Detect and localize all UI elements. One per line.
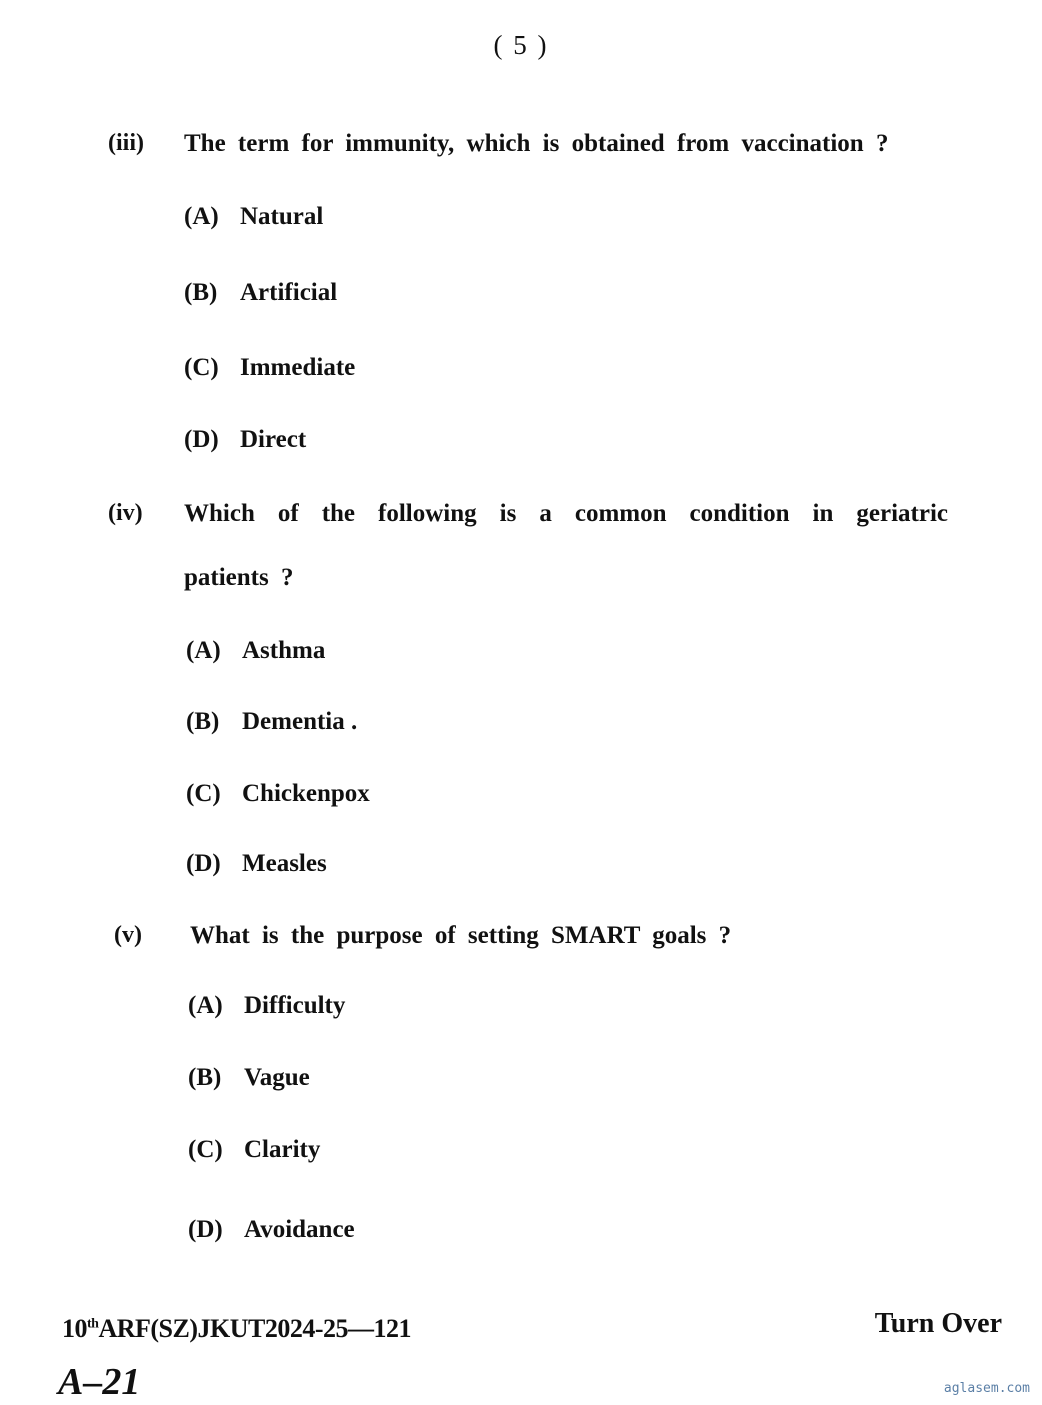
turn-over-note: Turn Over bbox=[874, 1308, 1002, 1339]
option-text: Chickenpox bbox=[242, 780, 370, 807]
question-text: Which of the following is a common condition in geriatric patients ? bbox=[184, 500, 948, 591]
option-c bbox=[184, 354, 355, 382]
option-text: Difficulty bbox=[244, 992, 346, 1019]
option-d bbox=[184, 426, 306, 454]
option-letter: (C) bbox=[186, 780, 221, 807]
option-b bbox=[188, 1064, 310, 1092]
option-text: Avoidance bbox=[244, 1216, 355, 1243]
question-number: (v) bbox=[114, 922, 142, 948]
watermark: aglasem.com bbox=[943, 1381, 1030, 1396]
question-number: (iv) bbox=[108, 500, 143, 526]
paper-code-rest: ARF(SZ)JKUT2024-25—121 bbox=[98, 1314, 412, 1343]
question-text: What is the purpose of setting SMART goals ? bbox=[190, 922, 732, 949]
option-letter: (A) bbox=[188, 992, 223, 1019]
option-d bbox=[188, 1216, 355, 1244]
option-c bbox=[186, 780, 370, 808]
option-letter: (B) bbox=[188, 1064, 222, 1091]
option-text: Direct bbox=[240, 426, 307, 453]
option-text: Vague bbox=[244, 1064, 310, 1091]
option-c bbox=[188, 1136, 320, 1164]
option-text: Measles bbox=[242, 850, 327, 877]
option-a bbox=[188, 992, 345, 1020]
option-text: Dementia . bbox=[242, 708, 358, 735]
option-letter: (D) bbox=[184, 426, 219, 453]
option-d bbox=[186, 850, 327, 878]
option-text: Artificial bbox=[240, 279, 338, 306]
option-text: Natural bbox=[240, 203, 324, 230]
paper-code bbox=[62, 1314, 411, 1344]
question-number: (iii) bbox=[108, 130, 144, 156]
paper-code-prefix: 10 bbox=[62, 1314, 87, 1343]
option-letter: (C) bbox=[184, 354, 219, 381]
option-letter: (D) bbox=[186, 850, 221, 877]
page-number: ( 5 ) bbox=[493, 30, 549, 60]
option-text: Asthma bbox=[242, 637, 326, 664]
option-b bbox=[186, 708, 357, 736]
option-letter: (A) bbox=[184, 203, 219, 230]
option-letter: (D) bbox=[188, 1216, 223, 1243]
option-a bbox=[184, 203, 323, 231]
option-text: Immediate bbox=[240, 354, 356, 381]
question-text: The term for immunity, which is obtained from vaccination ? bbox=[184, 130, 889, 157]
option-letter: (A) bbox=[186, 637, 221, 664]
option-text: Clarity bbox=[244, 1136, 321, 1163]
option-b bbox=[184, 279, 337, 307]
paper-code-superscript: th bbox=[87, 1316, 99, 1332]
option-letter: (C) bbox=[188, 1136, 223, 1163]
paper-set: A–21 bbox=[58, 1361, 141, 1403]
option-letter: (B) bbox=[186, 708, 220, 735]
option-letter: (B) bbox=[184, 279, 218, 306]
option-a bbox=[186, 637, 325, 665]
